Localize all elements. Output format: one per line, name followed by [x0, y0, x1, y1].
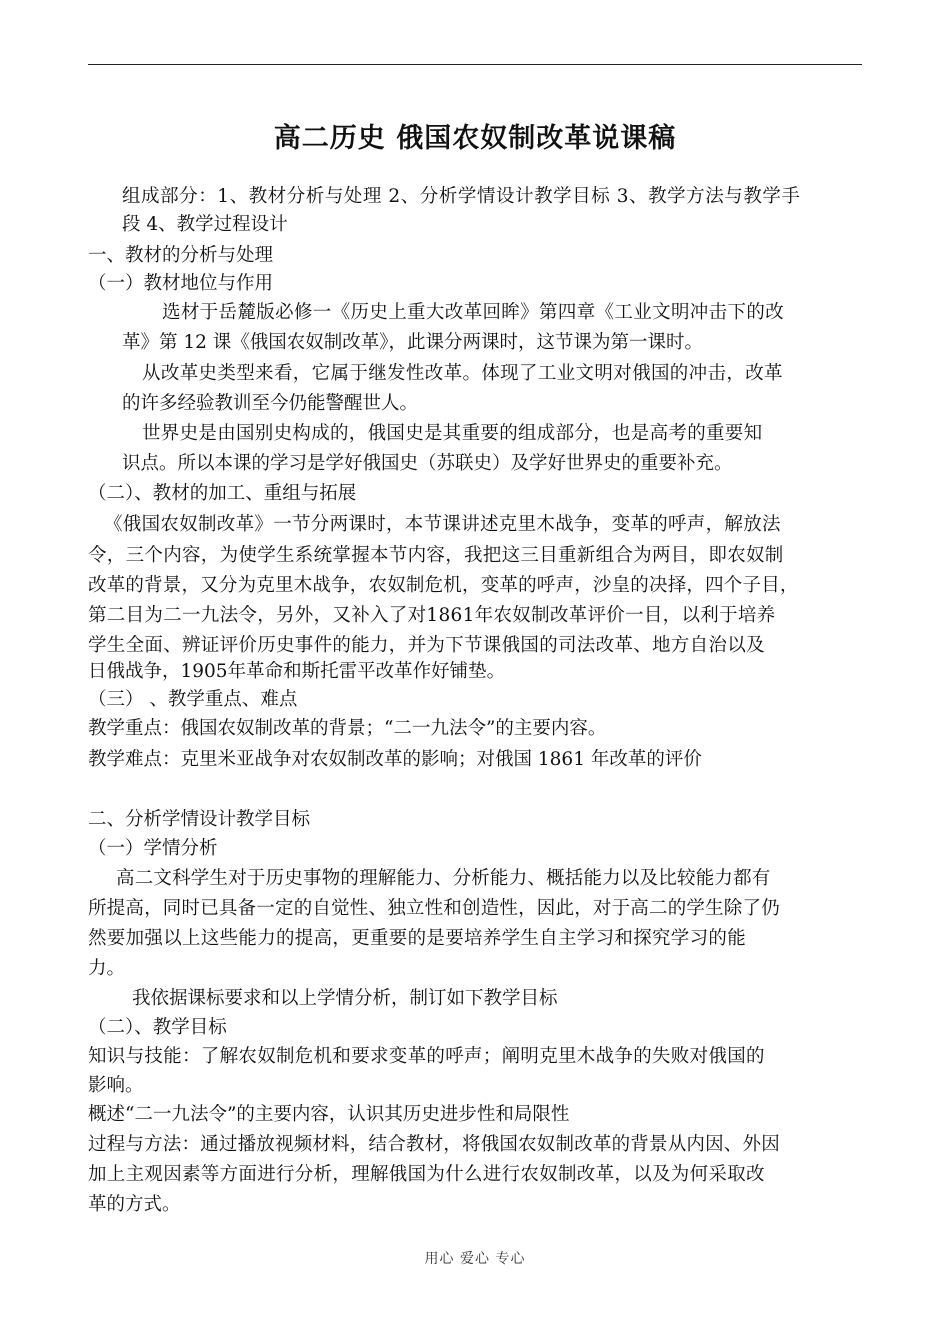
text-line: 革》第 12 课《俄国农奴制改革》，此课分两课时，这节课为第一课时。	[122, 332, 704, 353]
text-line: 概述“二一九法令”的主要内容，认识其历史进步性和局限性	[88, 1104, 570, 1125]
text-line: 教学难点：克里米亚战争对农奴制改革的影响；对俄国 1861 年改革的评价	[88, 749, 702, 770]
text-line: 组成部分：1、教材分析与处理 2、分析学情设计教学目标 3、教学方法与教学手	[122, 186, 801, 207]
section-heading: 二、分析学情设计教学目标	[88, 809, 311, 830]
text-line: 世界史是由国别史构成的，俄国史是其重要的组成部分，也是高考的重要知	[142, 423, 763, 444]
text-line: 知识与技能：了解农奴制危机和要求变革的呼声；阐明克里木战争的失败对俄国的	[88, 1046, 765, 1067]
text-line: 第二目为二一九法令，另外，又补入了对1861年农奴制改革评价一目，以利于培养	[88, 605, 776, 626]
header-rule	[88, 64, 862, 65]
text-line: 力。	[88, 958, 126, 979]
text-line: 的许多经验教训至今仍能警醒世人。	[122, 393, 419, 414]
text-line: 选材于岳麓版必修一《历史上重大改革回眸》第四章《工业文明冲击下的改	[162, 302, 785, 323]
text-line: 令，三个内容，为使学生系统掌握本节内容，我把这三目重新组合为两目，即农奴制	[88, 545, 784, 566]
subsection-heading: （一）学情分析	[88, 838, 218, 859]
text-line: 影响。	[88, 1075, 144, 1096]
text-line: 教学重点：俄国农奴制改革的背景；“二一九法令”的主要内容。	[88, 718, 607, 739]
subsection-heading: （二）、教学目标	[88, 1017, 227, 1038]
subsection-heading: （一）教材地位与作用	[88, 273, 274, 294]
text-line: 高二文科学生对于历史事物的理解能力、分析能力、概括能力以及比较能力都有	[116, 868, 771, 889]
subsection-heading: （二）、教材的加工、重组与拓展	[88, 483, 357, 504]
text-line: 日俄战争，1905年革命和斯托雷平改革作好铺垫。	[88, 661, 506, 682]
text-line: 学生全面、辨证评价历史事件的能力，并为下节课俄国的司法改革、地方自治以及	[88, 635, 765, 656]
text-line: 识点。所以本课的学习是学好俄国史（苏联史）及学好世界史的重要补充。	[122, 453, 733, 474]
text-line: 《俄国农奴制改革》一节分两课时，本节课讲述克里木战争，变革的呼声，解放法	[104, 514, 781, 535]
page-footer: 用心 爱心 专心	[424, 1251, 526, 1267]
text-line: 革的方式。	[88, 1194, 181, 1215]
text-line: 过程与方法：通过播放视频材料，结合教材，将俄国农奴制改革的背景从内因、外因	[88, 1134, 780, 1155]
subsection-heading: （三） 、教学重点、难点	[88, 689, 298, 710]
text-line: 我依据课标要求和以上学情分析，制订如下教学目标	[132, 988, 558, 1009]
section-heading: 一、教材的分析与处理	[88, 245, 274, 266]
text-line: 段 4、教学过程设计	[122, 214, 288, 235]
text-line: 从改革史类型来看，它属于继发性改革。体现了工业文明对俄国的冲击，改革	[142, 363, 783, 384]
page-title: 高二历史 俄国农奴制改革说课稿	[273, 123, 677, 154]
text-line: 加上主观因素等方面进行分析，理解俄国为什么进行农奴制改革，以及为何采取改	[88, 1164, 765, 1185]
text-line: 所提高，同时已具备一定的自觉性、独立性和创造性，因此，对于高二的学生除了仍	[88, 898, 780, 919]
text-line: 改革的背景，又分为克里木战争，农奴制危机，变革的呼声，沙皇的决择，四个子目，	[88, 575, 799, 596]
text-line: 然要加强以上这些能力的提高，更重要的是要培养学生自主学习和探究学习的能	[88, 928, 747, 949]
